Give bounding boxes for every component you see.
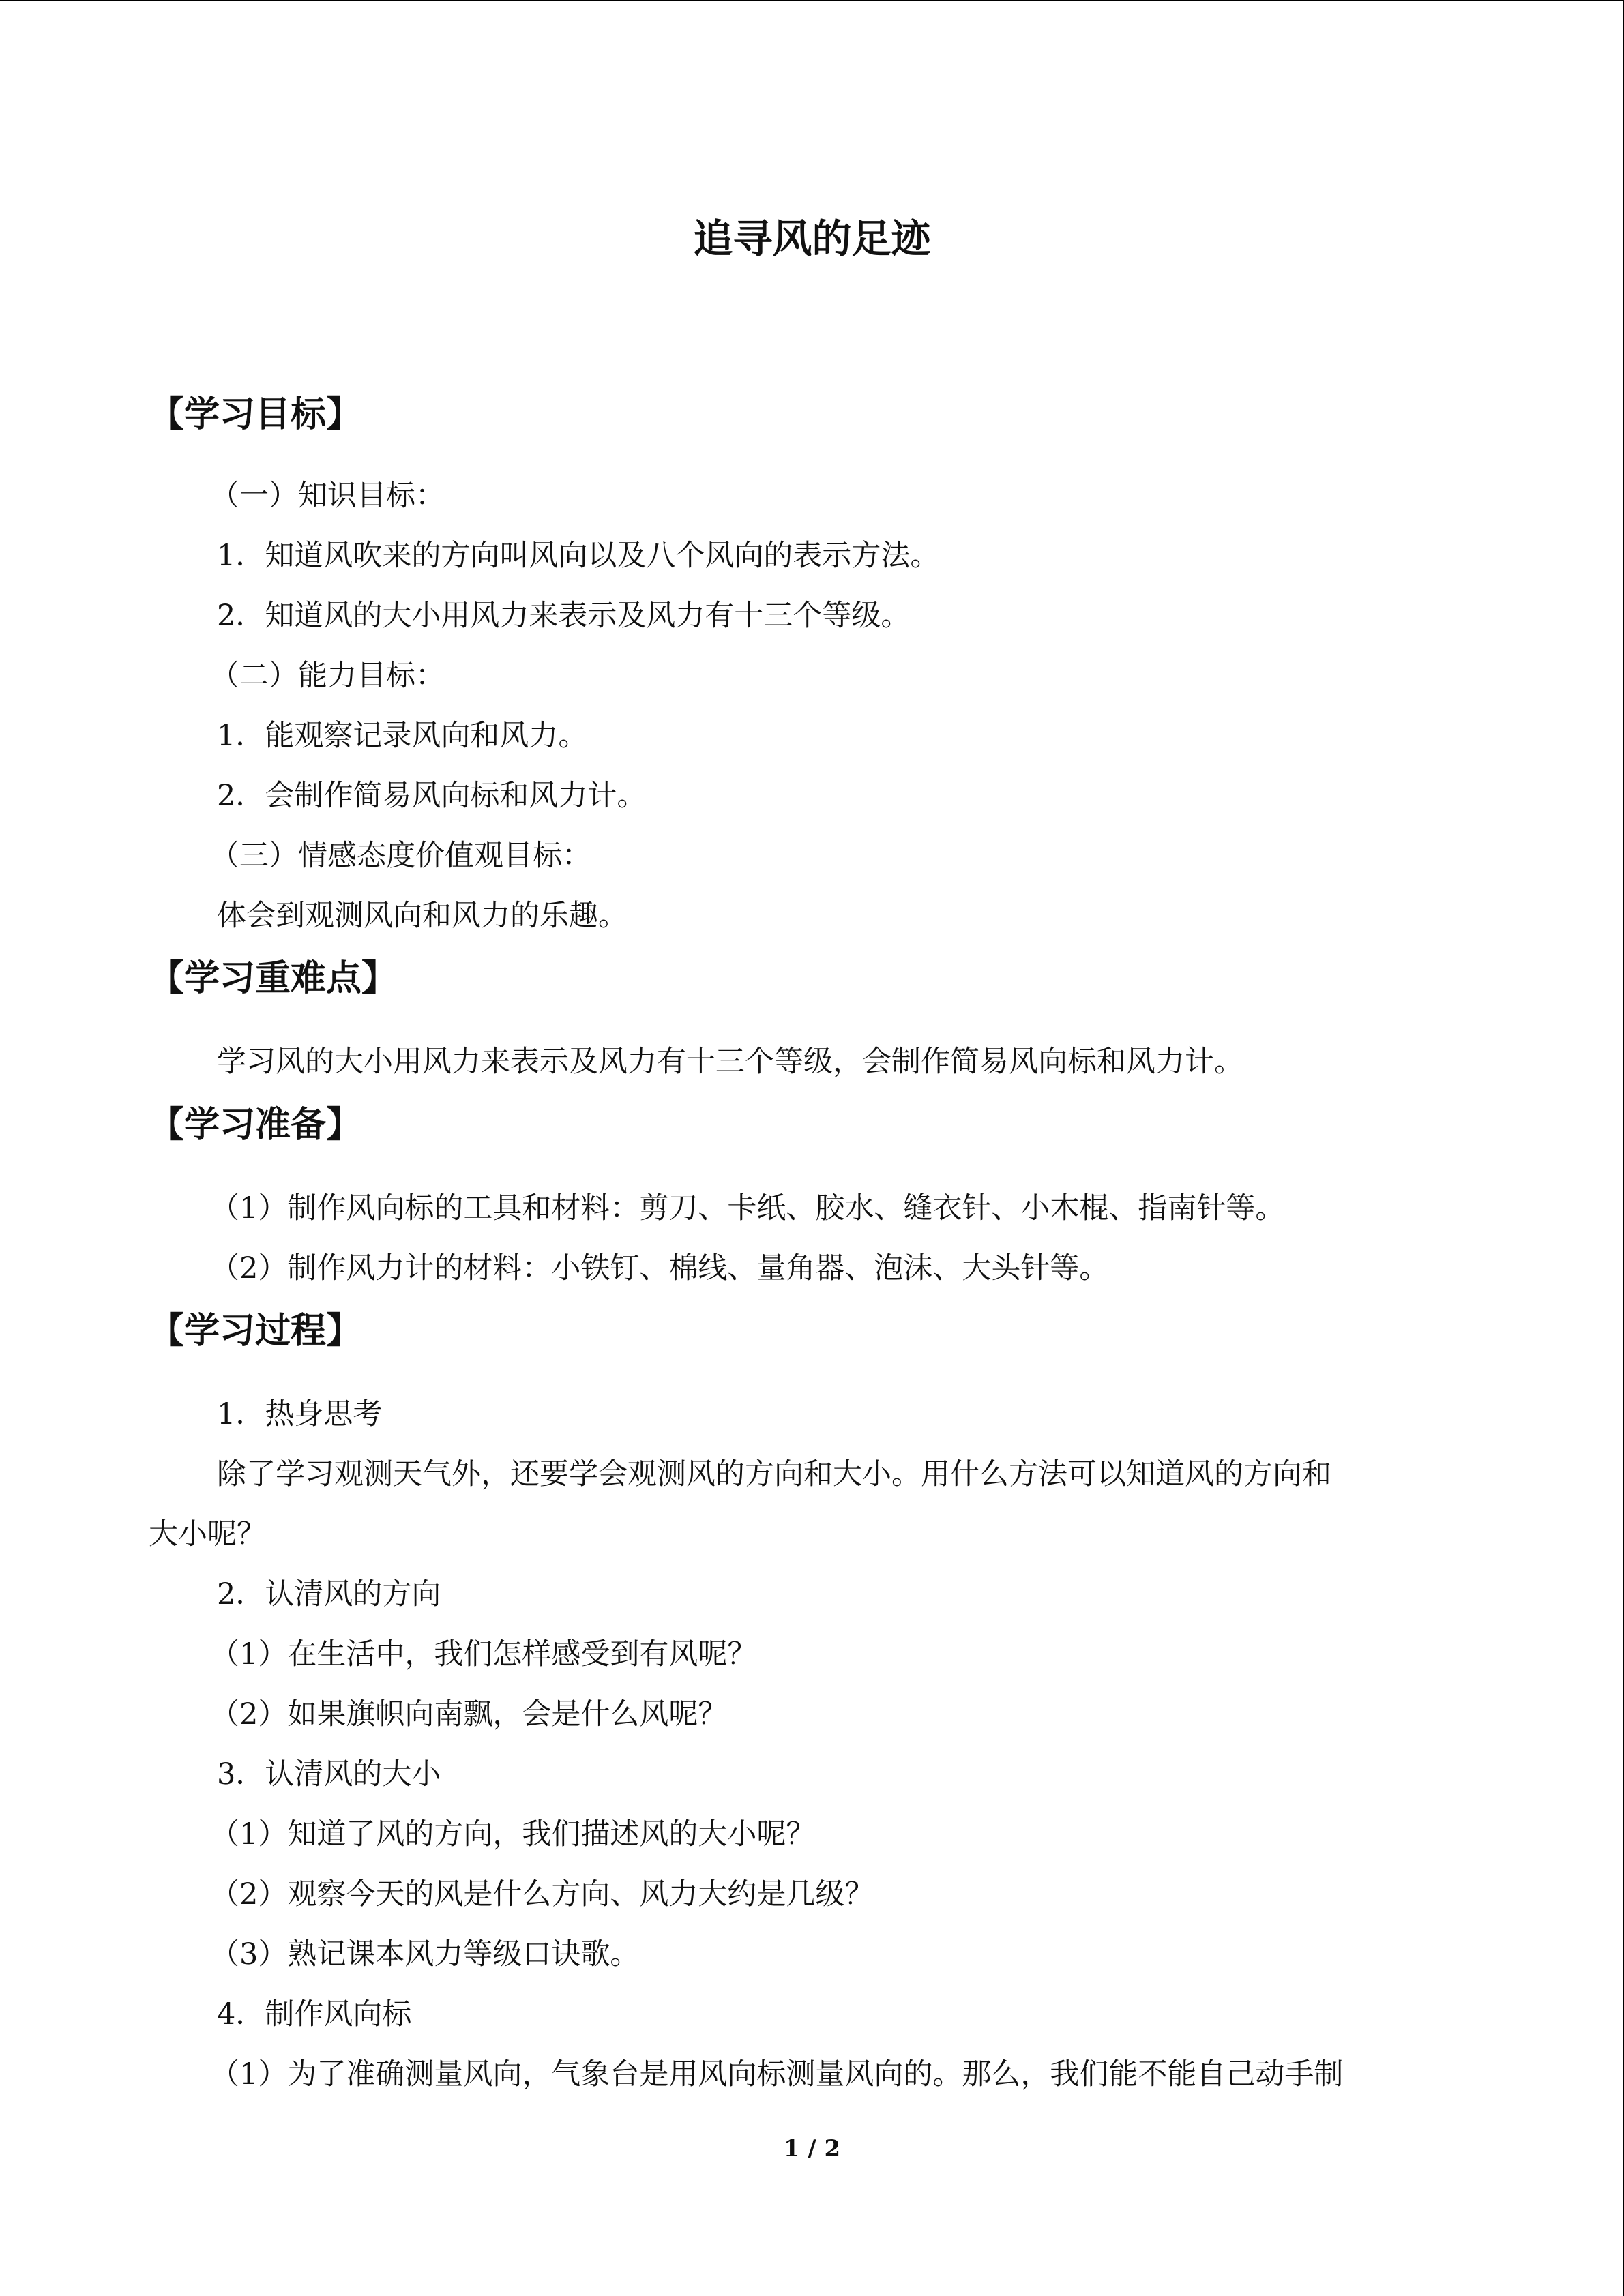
process-line: （2）观察今天的风是什么方向、风力大约是几级？ xyxy=(210,1877,874,1911)
objectives-line: 1．能观察记录风向和风力。 xyxy=(217,719,588,753)
process-line: 除了学习观测天气外，还要学会观测风的方向和大小。用什么方法可以知道风的方向和 xyxy=(217,1457,1331,1491)
process-line: （1）知道了风的方向，我们描述风的大小呢？ xyxy=(210,1817,816,1851)
process-line: 大小呢？ xyxy=(149,1517,266,1551)
objectives-line: 1．知道风吹来的方向叫风向以及八个风向的表示方法。 xyxy=(217,539,940,573)
process-line: （2）如果旗帜向南飘，会是什么风呢？ xyxy=(210,1697,728,1731)
objectives-line: （三）情感态度价值观目标： xyxy=(210,839,591,873)
preparation-line: （1）制作风向标的工具和材料：剪刀、卡纸、胶水、缝衣针、小木棍、指南针等。 xyxy=(210,1191,1285,1225)
objectives-line: （一）知识目标： xyxy=(210,479,445,513)
objectives-line: 体会到观测风向和风力的乐趣。 xyxy=(217,899,628,933)
process-line: 2．认清风的方向 xyxy=(217,1577,441,1611)
section-heading-preparation: 【学习准备】 xyxy=(149,1105,362,1146)
objectives-line: 2．会制作简易风向标和风力计。 xyxy=(217,779,647,813)
document-title: 追寻风的足迹 xyxy=(693,215,931,262)
process-line: （1）在生活中，我们怎样感受到有风呢？ xyxy=(210,1637,757,1671)
section-heading-process: 【学习过程】 xyxy=(149,1311,362,1352)
objectives-line: 2．知道风的大小用风力来表示及风力有十三个等级。 xyxy=(217,599,911,633)
process-line: 3．认清风的大小 xyxy=(217,1757,441,1791)
page-number: 1 / 2 xyxy=(783,2135,841,2162)
process-line: （1）为了准确测量风向，气象台是用风向标测量风向的。那么，我们能不能自己动手制 xyxy=(210,2057,1344,2091)
process-line: 1．热身思考 xyxy=(217,1397,383,1431)
objectives-line: （二）能力目标： xyxy=(210,659,445,693)
preparation-line: （2）制作风力计的材料：小铁钉、棉线、量角器、泡沫、大头针等。 xyxy=(210,1251,1109,1285)
section-heading-key-points: 【学习重难点】 xyxy=(149,958,398,999)
process-line: 4．制作风向标 xyxy=(217,1997,412,2031)
key-points-line: 学习风的大小用风力来表示及风力有十三个等级，会制作简易风向标和风力计。 xyxy=(217,1045,1243,1079)
section-heading-objectives: 【学习目标】 xyxy=(149,394,362,435)
page-border-top xyxy=(0,0,1624,1)
process-line: （3）熟记课本风力等级口诀歌。 xyxy=(210,1937,640,1971)
